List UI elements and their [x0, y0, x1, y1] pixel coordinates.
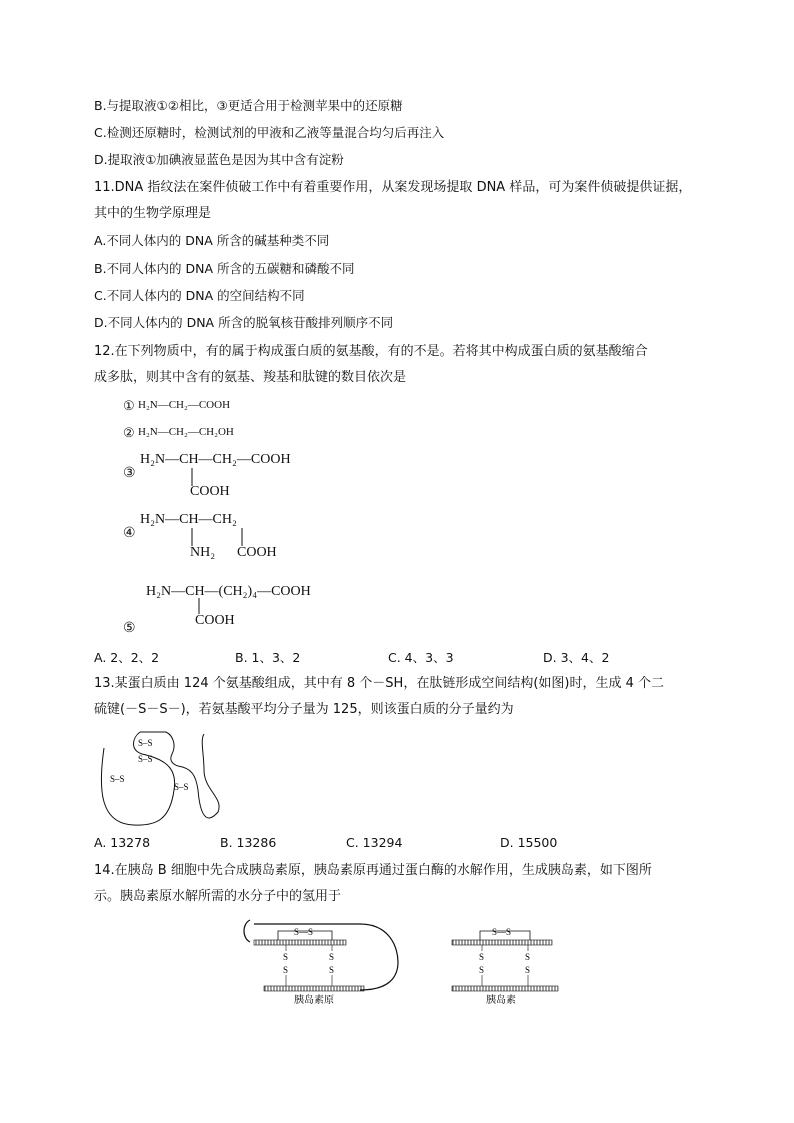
insulin-s-4: S	[525, 965, 531, 975]
molecule-4-main-chain: H₂N—CH—CH₂	[140, 512, 237, 527]
proinsulin-s-4: S	[329, 965, 335, 975]
insulin-s-1: S	[479, 952, 485, 962]
insulin-s-2: S	[479, 965, 485, 975]
q13-protein-figure	[100, 730, 220, 830]
q12-option-a: A. 2、2、2	[94, 650, 160, 665]
molecule-4-number: ④	[123, 526, 136, 541]
q13-bond-label-1: S–S	[138, 738, 153, 748]
q13-option-c: C. 13294	[346, 835, 403, 850]
q13-bond-label-4: S–S	[174, 782, 189, 792]
molecule-3-number: ③	[123, 466, 136, 481]
q11-stem-line1: 11.DNA 指纹法在案件侦破工作中有着重要作用，从案发现场提取 DNA 样品，可为案件侦破提供证据，	[94, 180, 692, 195]
proinsulin-s-3: S	[329, 952, 335, 962]
q11-stem-line2: 其中的生物学原理是	[94, 206, 212, 221]
molecule-3-side-group: COOH	[190, 484, 230, 499]
q11-option-a: A.不同人体内的 DNA 所含的碱基种类不同	[94, 233, 330, 248]
molecule-2-number: ②	[123, 425, 135, 440]
q10-option-b: B.与提取液①②相比，③更适合用于检测苹果中的还原糖	[94, 98, 403, 113]
proinsulin-a-chain	[254, 940, 346, 945]
q10-option-d: D.提取液①加碘液显蓝色是因为其中含有淀粉	[94, 152, 344, 167]
q11-option-c: C.不同人体内的 DNA 的空间结构不同	[94, 288, 305, 303]
proinsulin-label: 胰岛素原	[294, 995, 334, 1006]
q13-stem-line1: 13.某蛋白质由 124 个氨基酸组成，其中有 8 个－SH，在肽链形成空间结构(如图)时，生成 4 个二	[94, 676, 664, 691]
q14-stem-line2: 示。胰岛素原水解所需的水分子中的氢用于	[94, 889, 342, 904]
insulin-b-chain	[452, 986, 558, 991]
q13-bond-label-2: S–S	[138, 754, 153, 764]
molecule-1-number: ①	[123, 398, 135, 413]
q12-stem-line1: 12.在下列物质中，有的属于构成蛋白质的氨基酸，有的不是。若将其中构成蛋白质的氨基酸缩合	[94, 344, 648, 359]
molecule-5-main-chain: H₂N—CH—(CH₂)₄—COOH	[146, 584, 311, 599]
insulin-s-3: S	[525, 952, 531, 962]
q13-option-b: B. 13286	[220, 835, 277, 850]
q13-bond-label-3: S–S	[110, 774, 125, 784]
q10-option-c: C.检测还原糖时，检测试剂的甲液和乙液等量混合均匀后再注入	[94, 125, 445, 140]
q13-stem-line2: 硫键(－S－S－)，若氨基酸平均分子量为 125，则该蛋白质的分子量约为	[94, 702, 514, 717]
q12-option-d: D. 3、4、2	[543, 650, 610, 665]
q12-stem-line2: 成多肽，则其中含有的氨基、羧基和肽键的数目依次是	[94, 370, 407, 385]
molecule-4-amino-group: NH₂	[190, 545, 216, 560]
q14-stem-line1: 14.在胰岛 B 细胞中先合成胰岛素原，胰岛素原再通过蛋白酶的水解作用，生成胰岛素，如下图所	[94, 863, 652, 878]
q11-option-d: D.不同人体内的 DNA 所含的脱氧核苷酸排列顺序不同	[94, 315, 394, 330]
q12-option-c: C. 4、3、3	[388, 650, 454, 665]
proinsulin-bond-label: S—S	[294, 927, 314, 937]
molecule-3-main-chain: H₂N—CH—CH₂—COOH	[140, 452, 291, 467]
insulin-label: 胰岛素	[486, 995, 516, 1006]
proinsulin-s-1: S	[283, 952, 289, 962]
molecule-4-carboxyl-group: COOH	[237, 545, 277, 560]
molecule-2-formula: H₂N—CH₂—CH₂OH	[138, 426, 234, 438]
proinsulin-s-2: S	[283, 965, 289, 975]
proinsulin-b-chain	[264, 986, 364, 991]
molecule-5-number: ⑤	[123, 621, 136, 636]
q13-option-a: A. 13278	[94, 835, 151, 850]
q12-option-b: B. 1、3、2	[235, 650, 301, 665]
insulin-a-chain	[452, 940, 552, 945]
insulin-bond-label: S—S	[492, 927, 512, 937]
molecule-1-formula: H₂N—CH₂—COOH	[138, 399, 231, 411]
proinsulin-figure	[240, 918, 400, 1008]
q11-option-b: B.不同人体内的 DNA 所含的五碳糖和磷酸不同	[94, 261, 355, 276]
molecule-5-side-group: COOH	[195, 613, 235, 628]
insulin-figure	[452, 918, 562, 1008]
q13-option-d: D. 15500	[500, 835, 558, 850]
